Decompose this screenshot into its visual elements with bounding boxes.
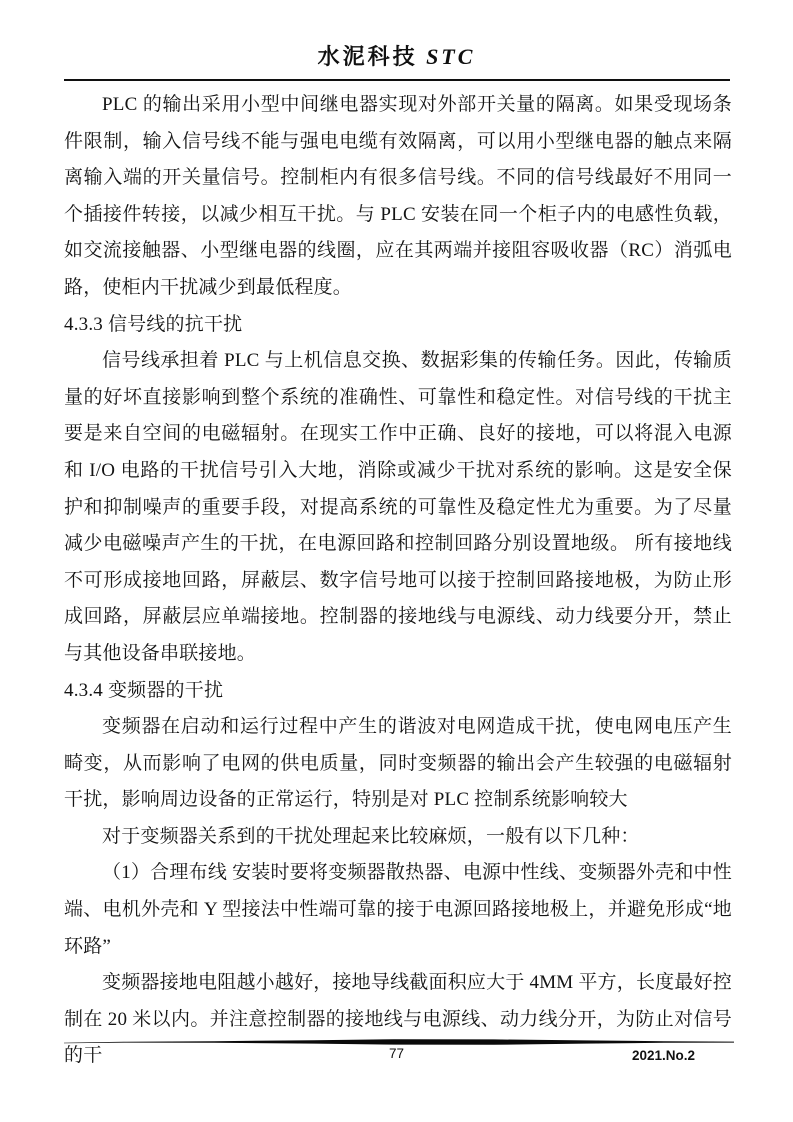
issue-number: 2021.No.2: [631, 1048, 695, 1063]
journal-title: 水泥科技 STC: [317, 44, 476, 69]
paragraph-signal-line-antijam: 信号线承担着 PLC 与上机信息交换、数据彩集的传输任务。因此，传输质量的好坏直接影响到整个系统的准确性、可靠性和稳定性。对信号线的干扰主要是来自空间的电磁辐射。在现实工作中正确、良好的接地，可以将混入电源和 I/O 电路的干扰信号引入大地，消除或减少干扰对系统的影响。这是安全保护和抑制噪声的重要手段，对提高系统的可靠性及稳定性尤为重要。为了尽量减少电磁噪声产生的干扰，在电源回路和控制回路分别设置地级。 所有接地线不可形成接地回路，屏蔽层、数字信号地可以接于控制回路接地极，为防止形成回路，屏蔽层应单端接地。控制器的接地线与电源线、动力线要分开，禁止与其他设备串联接地。: [64, 350, 732, 664]
section-heading-4-3-3: 4.3.3 信号线的抗干扰: [64, 313, 243, 335]
header-rule: [64, 79, 730, 81]
paragraph-plc-output-isolation: PLC 的输出采用小型中间继电器实现对外部开关量的隔离。如果受现场条件限制，输入信号线不能与强电电缆有效隔离，可以用小型继电器的触点来隔离输入端的开关量信号。控制柜内有很多信号线。不同的信号线最好不用同一个插接件转接，以减少相互干扰。与 PLC 安装在同一个柜子内的电感性负载，如交流接触器、小型继电器的线圈，应在其两端并接阻容吸收器（RC）消弧电路，使柜内干扰减少到最低程度。: [64, 94, 732, 298]
paragraph-reasonable-wiring: （1）合理布线 安装时要将变频器散热器、电源中性线、变频器外壳和中性端、电机外壳和 Y 型接法中性端可靠的接于电源回路接地极上，并避免形成“地环路”: [64, 862, 732, 957]
paragraph-inverter-harmonics: 变频器在启动和运行过程中产生的谐波对电网造成干扰，使电网电压产生畸变，从而影响了电网的供电质量，同时变频器的输出会产生较强的电磁辐射干扰，影响周边设备的正常运行，特别是对 PLC 控制系统影响较大: [64, 716, 732, 811]
paragraph-grounding-resistance: 变频器接地电阻越小越好，接地导线截面积应大于 4MM 平方，长度最好控制在 20 米以内。并注意控制器的接地线与电源线、动力线分开，为防止对信号的干: [64, 972, 732, 1067]
paragraph-inverter-handling-intro: 对于变频器关系到的干扰处理起来比较麻烦，一般有以下几种：: [102, 825, 640, 847]
section-heading-4-3-4: 4.3.4 变频器的干扰: [64, 679, 224, 701]
document-body: [64, 87, 732, 1075]
page-number: 77: [388, 1046, 405, 1061]
